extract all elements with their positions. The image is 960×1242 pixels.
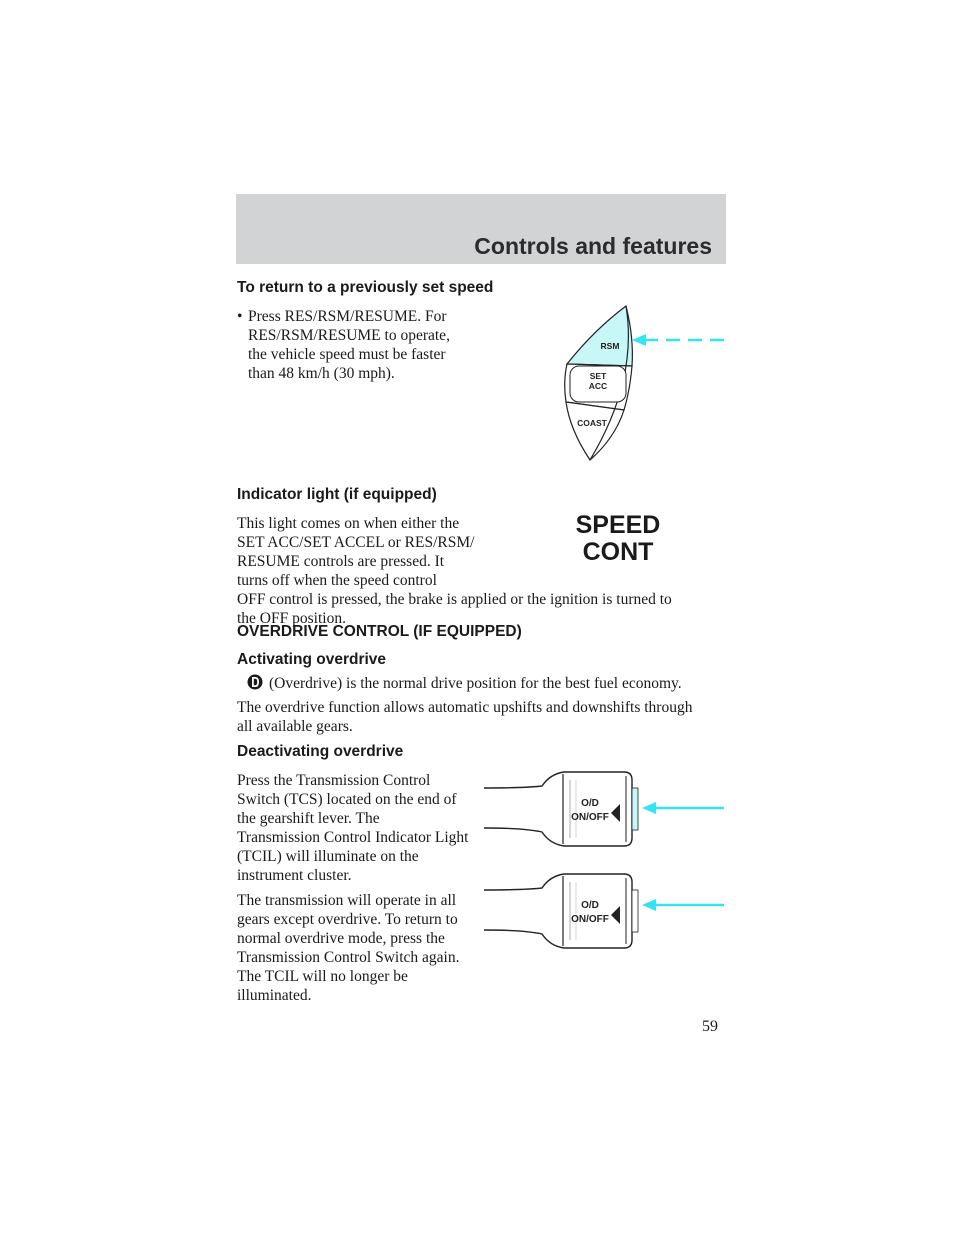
bullet-marker: •: [237, 308, 243, 325]
on-off-label-bottom: ON/OFF: [571, 914, 609, 925]
return-overdrive-text: The transmission will operate in all gears except overdrive. To return to normal overdrive mode, press the Transmission Control Switch again. The TCIL will no longer be illuminated.: [237, 892, 460, 1004]
resume-heading: To return to a previously set speed: [237, 279, 494, 296]
activating-overdrive-heading: Activating overdrive: [237, 651, 387, 668]
overdrive-d-icon: [247, 673, 263, 691]
od-label-top: O/D: [581, 798, 599, 809]
indicator-text: This light comes on when either the SET ACC/SET ACCEL or RES/RSM/ RESUME controls are pressed. It turns off when the speed control OFF control is pressed, the brake is applied or the ignition is turned to the OFF position.: [237, 515, 672, 627]
section-title: Controls and features: [474, 233, 712, 259]
overdrive-function-text: The overdrive function allows automatic upshifts and downshifts through all available gears.: [237, 699, 693, 735]
section-header-band: [236, 194, 726, 264]
gearshift-switch-illustration-top: [484, 766, 726, 852]
deactivating-overdrive-heading: Deactivating overdrive: [237, 743, 404, 760]
speed-control-indicator-light: SPEED CONT: [575, 511, 661, 566]
gearshift-switch-illustration-bottom: [484, 868, 726, 954]
page-number: 59: [702, 1018, 718, 1035]
indicator-heading: Indicator light (if equipped): [237, 486, 437, 503]
overdrive-heading: OVERDRIVE CONTROL (IF EQUIPPED): [237, 623, 522, 640]
resume-bullet-text: Press RES/RSM/RESUME. For RES/RSM/RESUME to operate, the vehicle speed must be faster than 48 km/h (30 mph).: [248, 308, 450, 382]
acc-label: ACC: [588, 381, 608, 391]
arrow-head-icon: [642, 899, 656, 911]
cruise-control-buttons-illustration: [560, 300, 730, 466]
deactivating-overdrive-text: Press the Transmission Control Switch (TCS) located on the end of the gearshift lever. The Transmission Control Indicator Light (TCIL) will illuminate on the instrument cluster.: [237, 772, 469, 884]
rsm-button: [567, 306, 632, 366]
rsm-arrow-head-icon: [632, 334, 646, 346]
arrow-head-icon: [642, 802, 656, 814]
rsm-label: RSM: [600, 341, 620, 351]
activating-overdrive-text: (Overdrive) is the normal drive position for the best fuel economy.: [269, 675, 682, 692]
coast-label: COAST: [577, 418, 607, 428]
od-label-bottom: O/D: [581, 900, 599, 911]
on-off-label-top: ON/OFF: [571, 812, 609, 823]
set-label: SET: [589, 371, 607, 381]
